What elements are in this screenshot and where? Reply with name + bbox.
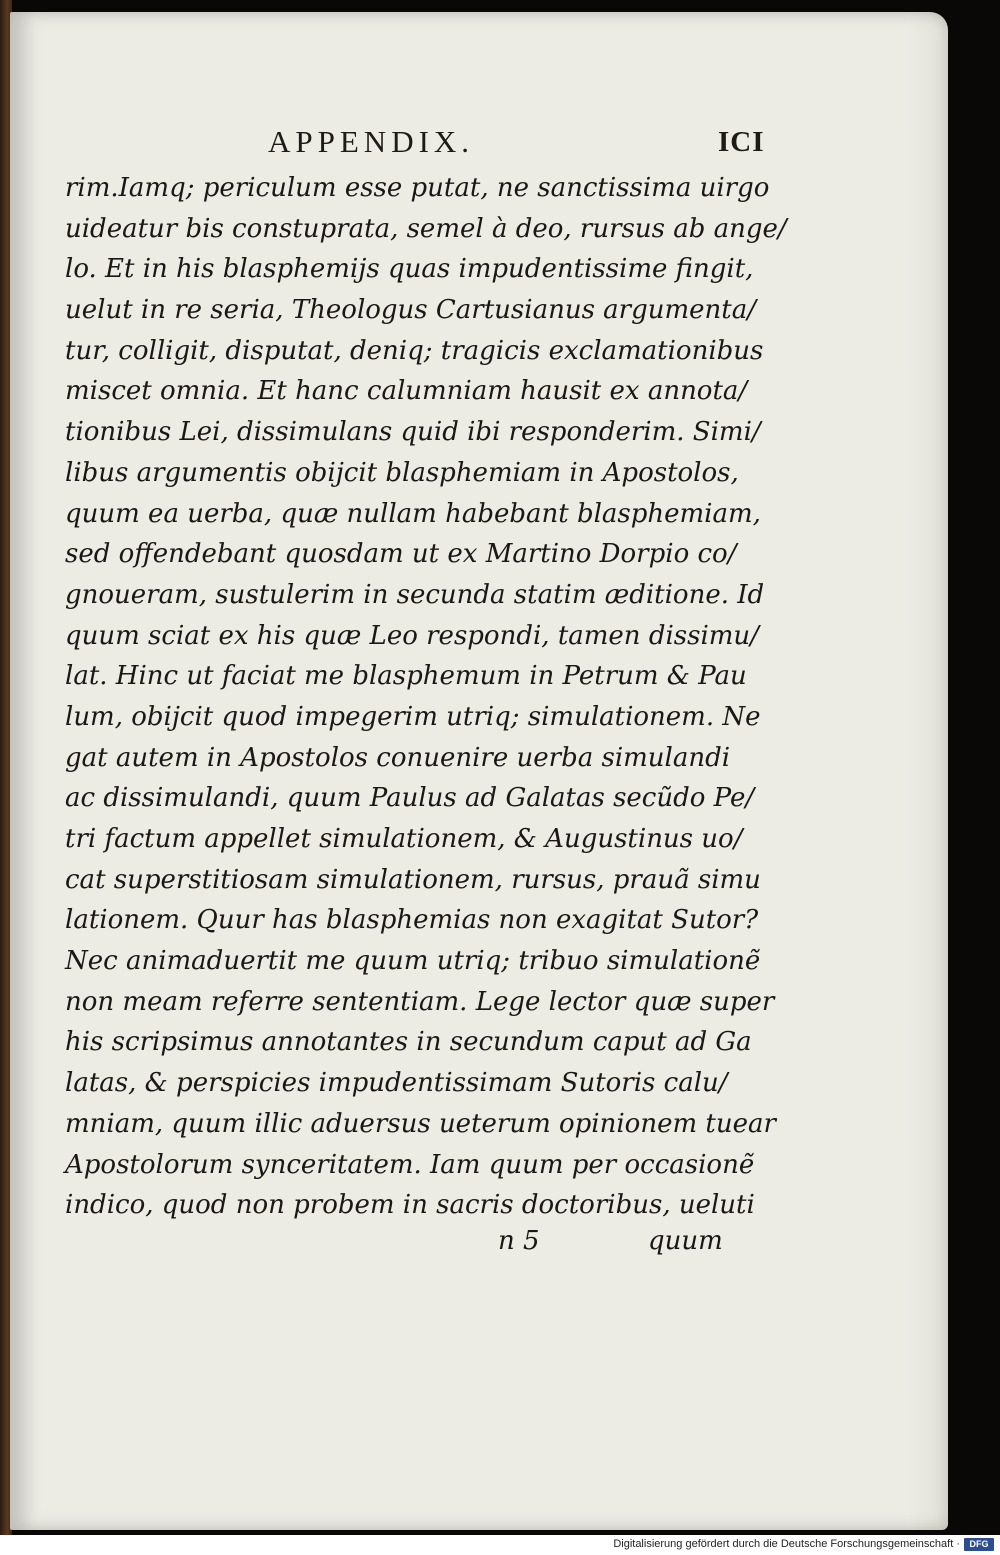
text-line: his scripsimus annotantes in secundum caput ad Ga xyxy=(65,1027,752,1058)
text-line: lationem. Quur has blasphemias non exagitat Sutor? xyxy=(65,905,759,936)
text-line: ac dissimulandi, quum Paulus ad Galatas secũdo Pe/ xyxy=(65,783,755,814)
text-line: indico, quod non probem in sacris doctoribus, ueluti xyxy=(65,1190,755,1221)
text-line: tur, colligit, disputat, deniq; tragicis exclamationibus xyxy=(65,335,764,366)
text-line: Nec animaduertit me quum utriq; tribuo simulationẽ xyxy=(65,946,761,977)
text-line: gnoueram, sustulerim in secunda statim æditione. Id xyxy=(65,579,765,610)
text-line: cat superstitiosam simulationem, rursus, prauã simu xyxy=(65,864,761,895)
text-line: rim.Iamq; periculum esse putat, ne sanctissima uirgo xyxy=(65,173,770,203)
text-line: quum ea uerba, quæ nullam habebant blasphemiam, xyxy=(65,498,761,529)
text-line: lo. Et in his blasphemijs quas impudentissime fingit, xyxy=(65,254,754,285)
text-line: sed offendebant quosdam ut ex Martino Dorpio co/ xyxy=(65,539,737,570)
funding-credit: Digitalisierung gefördert durch die Deutsche Forschungsgemeinschaft · xyxy=(613,1538,960,1550)
folio-number: ICI xyxy=(718,126,765,158)
text-line: libus argumentis obijcit blasphemiam in Apostolos, xyxy=(65,457,739,488)
catchline xyxy=(498,1226,728,1266)
text-line: lum, obijcit quod impegerim utriq; simulationem. Ne xyxy=(65,701,761,732)
text-line: mniam, quum illic aduersus ueterum opinionem tuear xyxy=(65,1108,776,1139)
body-text xyxy=(65,168,787,1226)
text-line: quum sciat ex his quæ Leo respondi, tamen dissimu/ xyxy=(65,620,759,651)
text-line: tri factum appellet simulationem, & Augustinus uo/ xyxy=(65,824,743,854)
text-line: gat autem in Apostolos conuenire uerba simulandi xyxy=(65,742,731,773)
page-header xyxy=(10,124,948,164)
text-line: uelut in re seria, Theologus Cartusianus argumenta/ xyxy=(65,295,756,326)
running-head: APPENDIX. xyxy=(268,124,475,159)
text-line: uideatur bis constuprata, semel à deo, rursus ab ange/ xyxy=(65,213,787,244)
catchword: quum xyxy=(648,1226,723,1256)
text-line: lat. Hinc ut faciat me blasphemum in Petrum & Pau xyxy=(65,661,747,692)
text-line: non meam referre sententiam. Lege lector quæ super xyxy=(65,986,775,1017)
book-page xyxy=(10,12,948,1530)
text-line: Apostolorum synceritatem. Iam quum per occasionẽ xyxy=(65,1149,755,1180)
dfg-logo: DFG xyxy=(964,1538,994,1551)
text-line: latas, & perspicies impudentissimam Sutoris calu/ xyxy=(65,1068,728,1099)
text-line: miscet omnia. Et hanc calumniam hausit ex annota/ xyxy=(65,376,748,407)
page-shading xyxy=(908,12,948,1530)
text-line: tionibus Lei, dissimulans quid ibi responderim. Simi/ xyxy=(65,417,761,448)
signature-mark: n 5 xyxy=(498,1226,540,1256)
credit-bar xyxy=(0,1535,1000,1555)
